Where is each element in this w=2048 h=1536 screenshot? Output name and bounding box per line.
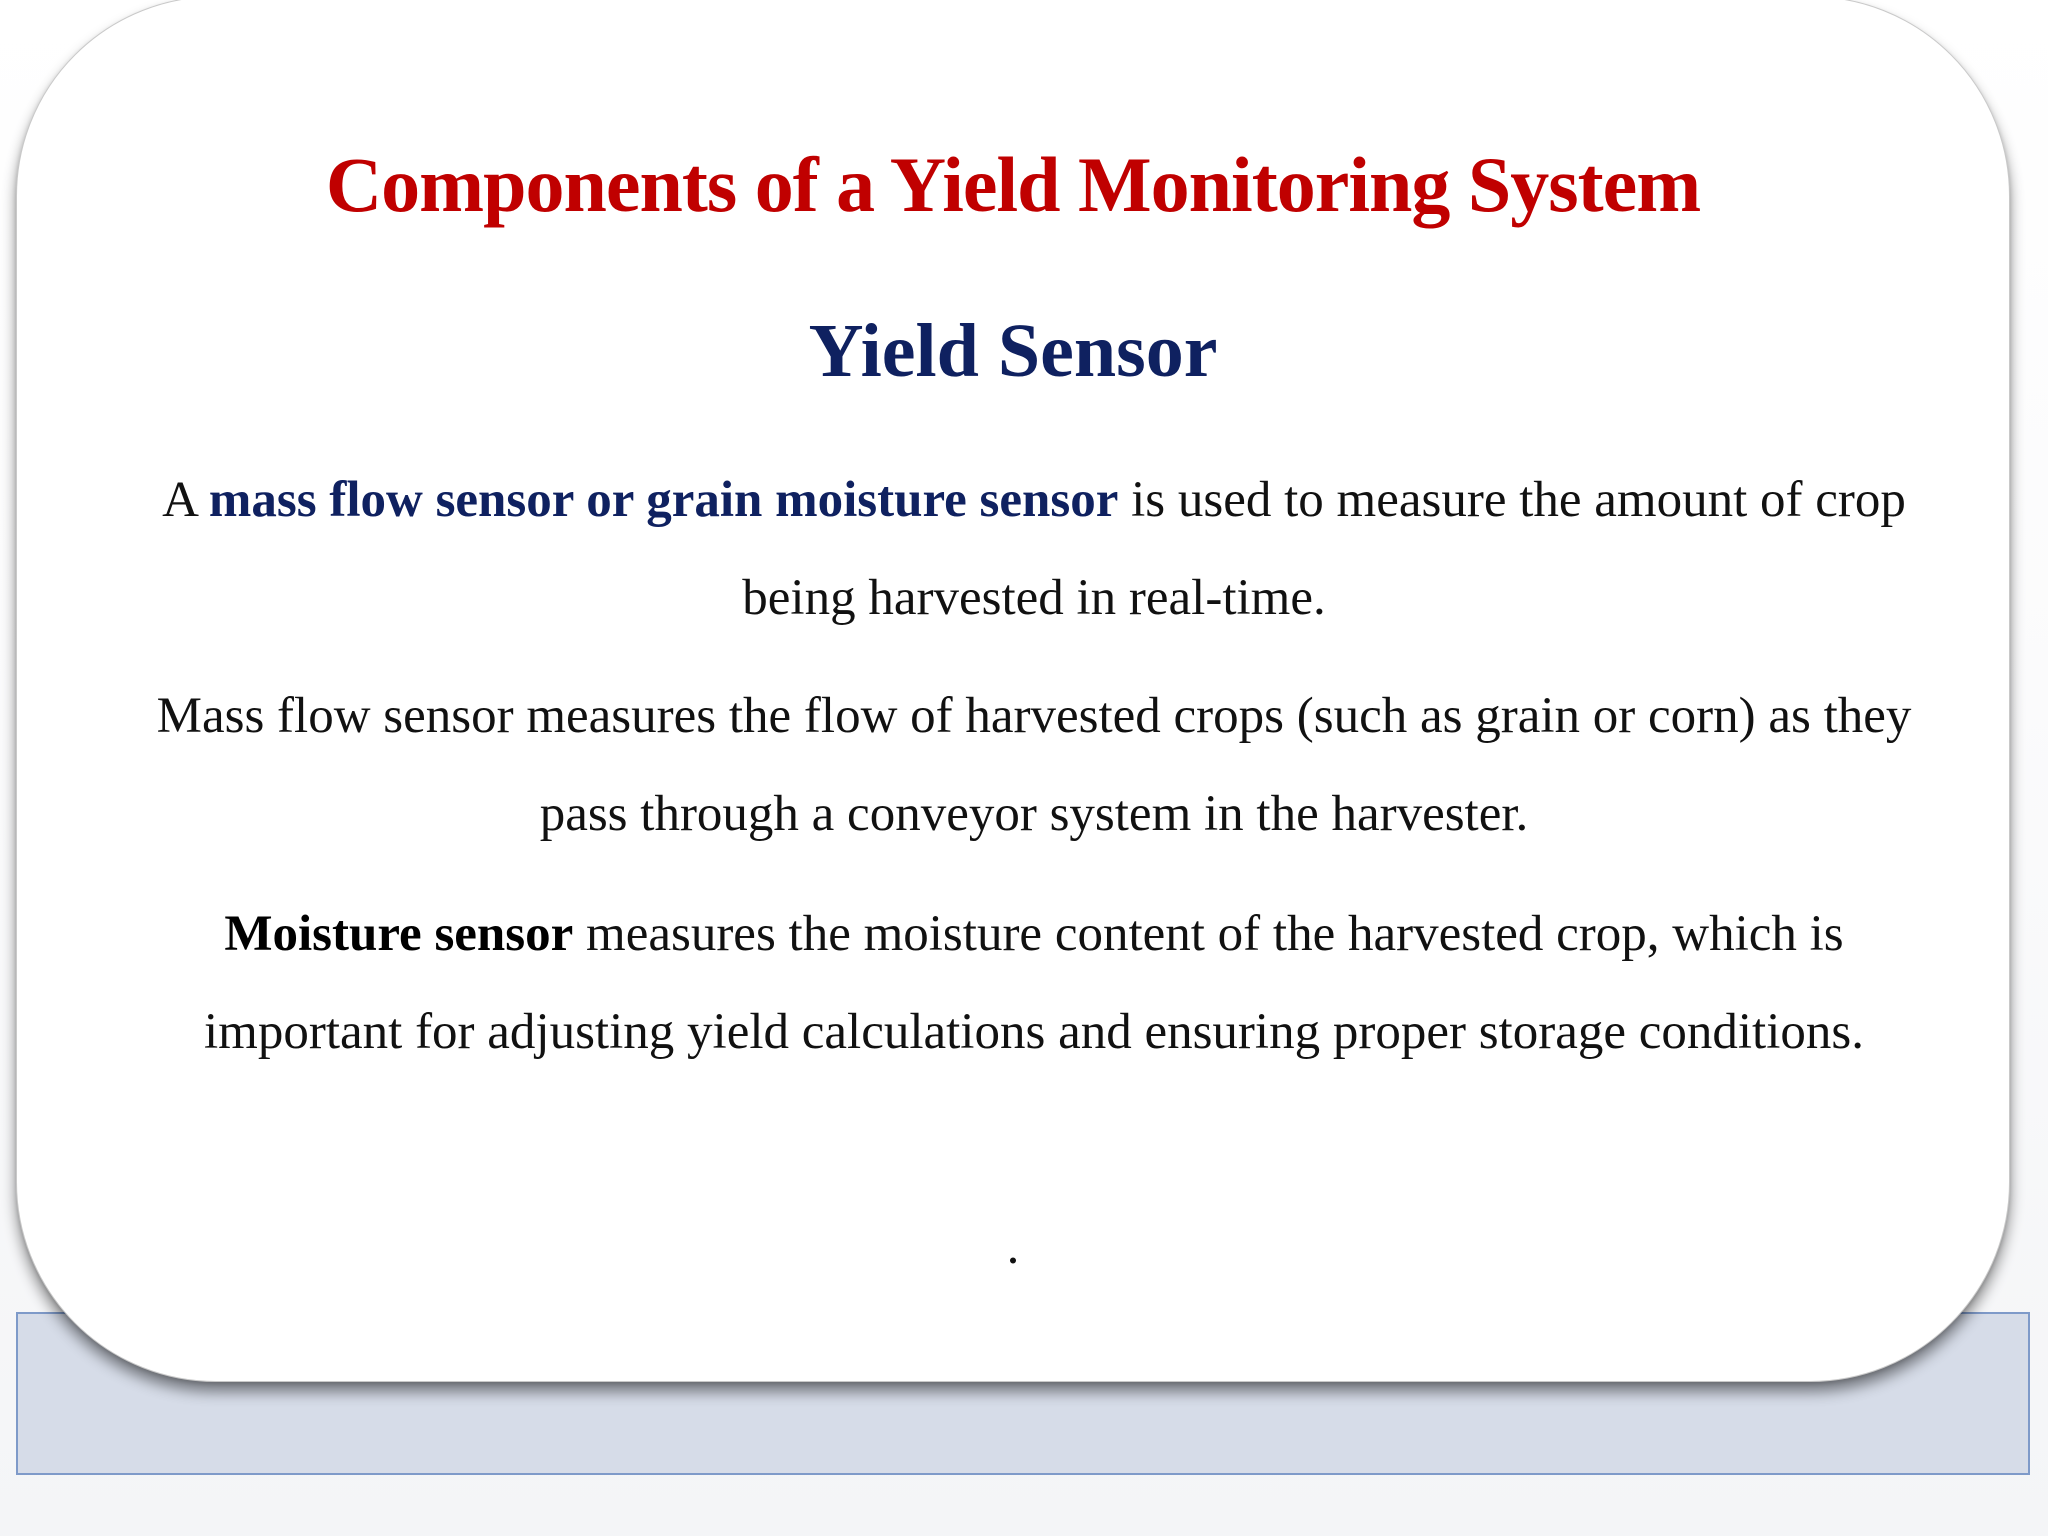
paragraph-yield-sensor — [137, 451, 1931, 647]
slide-title: Components of a Yield Monitoring System — [325, 141, 1701, 228]
highlighted-term-moisture: Moisture sensor — [224, 906, 574, 962]
paragraph-mass-flow: Mass flow sensor measures the flow of harvested crops (such as grain or corn) as they pass through a conveyor system in the harvester. — [156, 688, 1912, 842]
slide-card — [16, 0, 2010, 1382]
paragraph-rest: is used to measure the amount of crop being harvested in real-time. — [742, 472, 1906, 626]
highlighted-term-mass-flow: mass flow sensor or grain moisture sensor — [208, 472, 1119, 528]
trailing-period: . — [1006, 1219, 1020, 1275]
paragraph-moisture — [137, 885, 1931, 1081]
section-heading: Yield Sensor — [808, 309, 1218, 393]
paragraph-lead: A — [162, 472, 209, 528]
paragraph-rest: measures the moisture content of the harvested crop, which is important for adjusting yield calculations and ensuring proper storage conditions. — [204, 906, 1864, 1060]
